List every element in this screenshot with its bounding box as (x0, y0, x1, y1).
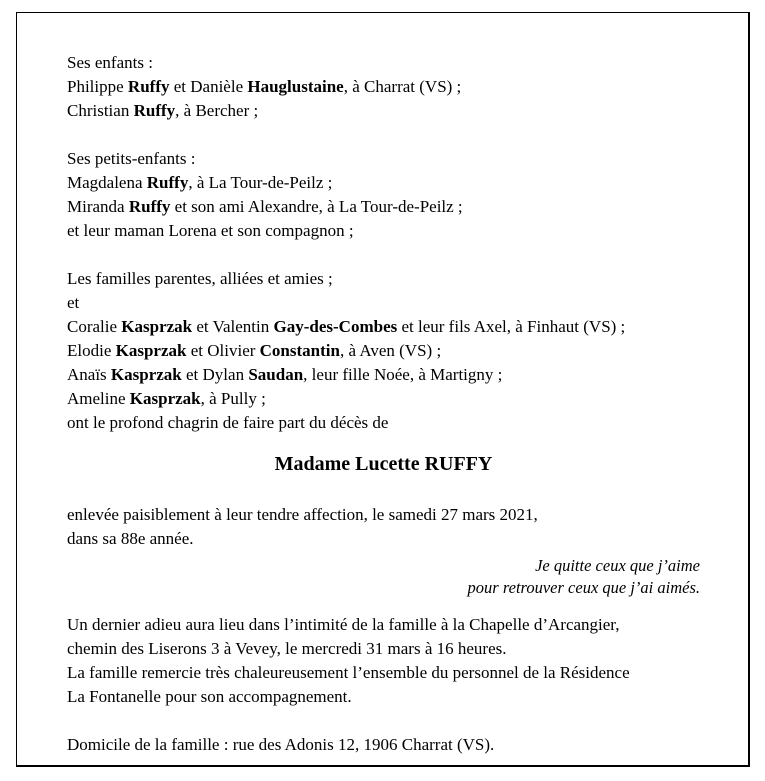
document-body (17, 13, 748, 757)
text-segment: Christian (67, 101, 134, 120)
families-paragraph (67, 267, 700, 435)
text-line (67, 219, 700, 243)
text-segment: et leur fils Axel, à Finhaut (VS) ; (397, 317, 626, 336)
text-line (67, 685, 700, 709)
text-line (67, 339, 700, 363)
epitaph-quote (67, 555, 700, 599)
text-line (67, 577, 700, 599)
text-segment: et Olivier (186, 341, 260, 360)
death-details-paragraph (67, 503, 700, 551)
text-line (67, 267, 700, 291)
text-segment: Je quitte ceux que j’aime (535, 556, 700, 575)
text-line (67, 75, 700, 99)
text-segment: Magdalena (67, 173, 147, 192)
text-line (67, 315, 700, 339)
text-segment: , à Aven (VS) ; (339, 341, 442, 360)
text-segment: et (67, 293, 80, 312)
text-segment: et son ami Alexandre, à La Tour-de-Peilz ; (170, 197, 463, 216)
text-segment: La famille remercie très chaleureusement l’ensemble du personnel de la Résidence (67, 663, 630, 682)
text-segment: , leur fille Noée, à Martigny ; (303, 365, 503, 384)
family-name-bold: Ruffy (146, 173, 189, 192)
text-line (67, 387, 700, 411)
text-segment: pour retrouver ceux que j’ai aimés. (467, 578, 700, 597)
text-line (67, 661, 700, 685)
text-segment: dans sa 88e année. (67, 529, 194, 548)
text-line (67, 733, 700, 757)
text-line (67, 363, 700, 387)
text-segment: Elodie (67, 341, 116, 360)
family-name-bold: Ruffy (128, 197, 171, 216)
ceremony-paragraph (67, 613, 700, 709)
text-segment: , à La Tour-de-Peilz ; (188, 173, 333, 192)
text-segment: enlevée paisiblement à leur tendre affection, le samedi 27 mars 2021, (67, 505, 538, 524)
text-segment: , à Charrat (VS) ; (343, 77, 462, 96)
text-segment: Anaïs (67, 365, 111, 384)
text-line (67, 195, 700, 219)
family-name-bold: Hauglustaine (247, 77, 344, 96)
family-name-bold: Constantin (259, 341, 340, 360)
text-line (67, 637, 700, 661)
text-line (67, 527, 700, 551)
text-segment: ont le profond chagrin de faire part du décès de (67, 413, 389, 432)
family-name-bold: Madame Lucette RUFFY (274, 453, 493, 475)
grandchildren-paragraph (67, 147, 700, 243)
text-line (67, 555, 700, 577)
family-name-bold: Ruffy (127, 77, 170, 96)
document-frame (16, 12, 750, 767)
text-segment: Philippe (67, 77, 128, 96)
text-segment: Ses enfants : (67, 53, 153, 72)
text-line (67, 99, 700, 123)
family-name-bold: Kasprzak (129, 389, 201, 408)
text-line (67, 291, 700, 315)
family-name-bold: Ruffy (133, 101, 176, 120)
family-name-bold: Saudan (248, 365, 304, 384)
text-line (67, 449, 700, 479)
family-name-bold: Gay-des-Combes (273, 317, 398, 336)
text-segment: Miranda (67, 197, 129, 216)
text-segment: et Valentin (192, 317, 274, 336)
family-name-bold: Kasprzak (121, 317, 193, 336)
text-line (67, 171, 700, 195)
text-segment: Ameline (67, 389, 130, 408)
text-line (67, 51, 700, 75)
text-segment: , à Bercher ; (175, 101, 259, 120)
deceased-name-title (67, 449, 700, 479)
children-paragraph (67, 51, 700, 123)
text-line (67, 613, 700, 637)
text-line (67, 411, 700, 435)
family-name-bold: Kasprzak (115, 341, 187, 360)
text-line (67, 147, 700, 171)
text-segment: Ses petits-enfants : (67, 149, 196, 168)
text-segment: Coralie (67, 317, 122, 336)
text-segment: Les familles parentes, alliées et amies ; (67, 269, 333, 288)
text-segment: et Danièle (169, 77, 248, 96)
text-segment: chemin des Liserons 3 à Vevey, le mercredi 31 mars à 16 heures. (67, 639, 507, 658)
family-address-paragraph (67, 733, 700, 757)
text-segment: Domicile de la famille : rue des Adonis 12, 1906 Charrat (VS). (67, 735, 495, 754)
family-name-bold: Kasprzak (110, 365, 182, 384)
text-segment: et Dylan (181, 365, 249, 384)
text-segment: La Fontanelle pour son accompagnement. (67, 687, 352, 706)
text-segment: et leur maman Lorena et son compagnon ; (67, 221, 354, 240)
text-segment: , à Pully ; (200, 389, 266, 408)
text-line (67, 503, 700, 527)
text-segment: Un dernier adieu aura lieu dans l’intimité de la famille à la Chapelle d’Arcangier, (67, 615, 620, 634)
